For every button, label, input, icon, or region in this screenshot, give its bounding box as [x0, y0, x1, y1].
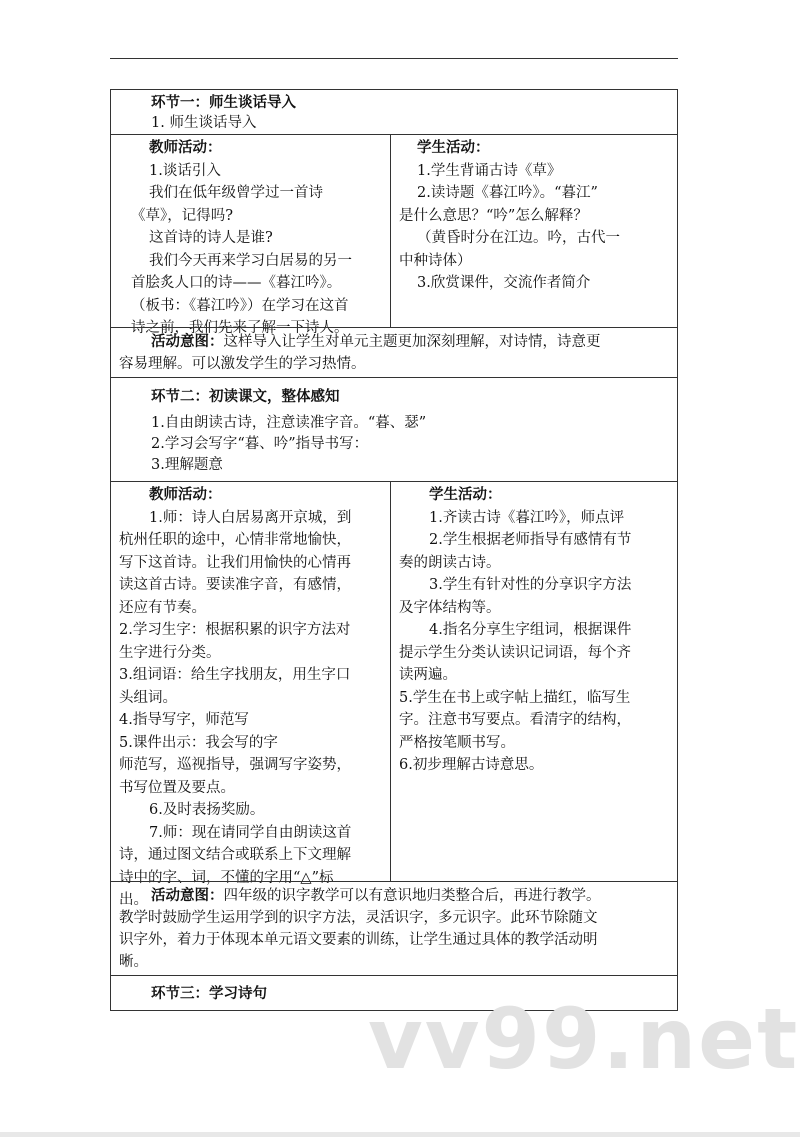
column-divider — [390, 482, 391, 882]
intent-line: 这样导入让学生对单元主题更加深刻理解，对诗情，诗意更 — [223, 334, 601, 350]
section2-intent — [111, 881, 677, 975]
teacher-line: 6.及时表扬奖励。 — [149, 802, 265, 818]
section2-header — [111, 377, 677, 481]
section2-item: 1.自由朗读古诗，注意读准字音。“暮、瑟” — [151, 415, 427, 431]
student-line: 2.学生根据老师指导有感情有节 — [429, 532, 632, 548]
teacher-line: 这首诗的诗人是谁? — [149, 230, 273, 246]
student-line: 3.学生有针对性的分享识字方法 — [429, 577, 632, 593]
student-line: 是什么意思？“吟”怎么解释？ — [399, 207, 588, 224]
teacher-line: 我们在低年级曾学过一首诗 — [149, 185, 323, 201]
section2-item: 3.理解题意 — [151, 457, 223, 473]
intent-line: 晰。 — [119, 954, 148, 970]
intent-label: 活动意图： — [151, 334, 224, 350]
intent-line: 四年级的识字教学可以有意识地归类整合后，再进行教学。 — [223, 888, 601, 904]
student-line: 字。注意书写要点。看清字的结构， — [399, 712, 631, 728]
teacher-line: （板书：《暮江吟》）在学习在这首 — [131, 297, 349, 314]
teacher-heading: 教师活动： — [149, 140, 222, 156]
section1-subtitle: 1. 师生谈话导入 — [151, 115, 257, 131]
teacher-line: 杭州任职的途中，心情非常地愉快， — [119, 532, 351, 548]
column-divider — [390, 135, 391, 328]
student-line: 1.齐读古诗《暮江吟》，师点评 — [429, 509, 625, 526]
teacher-line: 写下这首诗。让我们用愉快的心情再 — [119, 554, 351, 571]
intent-line: 容易理解。可以激发学生的学习热情。 — [119, 356, 366, 372]
teacher-line: 还应有节奏。 — [119, 599, 206, 616]
section1-header — [111, 90, 677, 134]
section1-teacher-cell — [131, 137, 386, 340]
teacher-line: 诗中的字、词，不懂的字用“△”标 — [119, 869, 334, 886]
intent-line: 教学时鼓励学生运用学到的识字方法，灵活识字，多元识字。此环节除随文 — [119, 910, 598, 926]
section1-student-cell — [399, 137, 674, 295]
teacher-line: 我们今天再来学习白居易的另一 — [149, 252, 352, 269]
teacher-line: 1.谈话引入 — [149, 162, 221, 179]
student-line: 严格按笔顺书写。 — [399, 734, 515, 751]
student-line: 3.欣赏课件，交流作者简介 — [417, 275, 591, 291]
student-line: 提示学生分类认读识记词语，每个齐 — [399, 644, 631, 661]
teacher-line: 4.指导写字，师范写 — [119, 712, 249, 728]
section2-intent-text — [119, 885, 671, 973]
student-line: 4.指名分享生字组词，根据课件 — [429, 622, 632, 638]
watermark: vv99.net — [368, 990, 800, 1088]
teacher-line: 2.学习生字：根据积累的识字方法对 — [119, 622, 351, 638]
page-bottom-edge — [0, 1132, 800, 1137]
section1-activities — [111, 134, 677, 336]
section2-teacher-cell — [119, 484, 387, 912]
teacher-line: 书写位置及要点。 — [119, 779, 235, 796]
teacher-line: 头组词。 — [119, 689, 177, 706]
teacher-line: 首脍炙人口的诗——《暮江吟》。 — [131, 275, 342, 291]
student-line: 中种诗体） — [399, 252, 472, 269]
student-line: 及字体结构等。 — [399, 599, 501, 616]
section1-intent-text — [119, 331, 671, 375]
section2-title: 环节二：初读课文，整体感知 — [151, 389, 340, 405]
teacher-line: 5.课件出示：我会写的字 — [119, 734, 278, 751]
teacher-line: 生字进行分类。 — [119, 644, 221, 661]
student-line: 奏的朗读古诗。 — [399, 554, 501, 571]
student-line: 1.学生背诵古诗《草》 — [417, 162, 562, 179]
teacher-line: 7.师：现在请同学自由朗读这首 — [149, 824, 352, 841]
student-line: 2.读诗题《暮江吟》。“暮江” — [417, 185, 598, 201]
student-line: 读两遍。 — [399, 667, 457, 683]
section3-title: 环节三：学习诗句 — [151, 986, 267, 1002]
student-line: （黄昏时分在江边。吟，古代一 — [417, 230, 620, 246]
intent-label: 活动意图： — [151, 888, 224, 904]
teacher-line: 诗之前，我们先来了解一下诗人。 — [131, 320, 349, 336]
header-rule — [110, 58, 678, 59]
teacher-line: 1.师：诗人白居易离开京城，到 — [149, 509, 352, 526]
intent-line: 识字外，着力于体现本单元语文要素的训练，让学生通过具体的教学活动明 — [119, 932, 598, 948]
student-line: 6.初步理解古诗意思。 — [399, 757, 544, 773]
lesson-plan-table — [110, 89, 678, 1011]
teacher-line: 《草》，记得吗? — [131, 207, 234, 224]
student-line: 5.学生在书上或字帖上描红，临写生 — [399, 689, 631, 706]
student-heading: 学生活动： — [417, 140, 490, 156]
section2-item: 2.学习会写字“暮、吟”指导书写： — [151, 436, 369, 452]
teacher-line: 出。 — [119, 892, 148, 908]
section2-student-cell — [399, 484, 674, 777]
section1-intent — [111, 327, 677, 377]
section1-title: 环节一：师生谈话导入 — [151, 95, 296, 111]
teacher-line: 读这首古诗。要读准字音，有感情， — [119, 577, 351, 593]
teacher-line: 师范写，巡视指导，强调写字姿势， — [119, 757, 351, 773]
student-heading: 学生活动： — [429, 487, 502, 503]
teacher-heading: 教师活动： — [149, 487, 222, 503]
teacher-line: 诗，通过图文结合或联系上下文理解 — [119, 847, 351, 863]
teacher-line: 3.组词语：给生字找朋友，用生字口 — [119, 667, 351, 683]
